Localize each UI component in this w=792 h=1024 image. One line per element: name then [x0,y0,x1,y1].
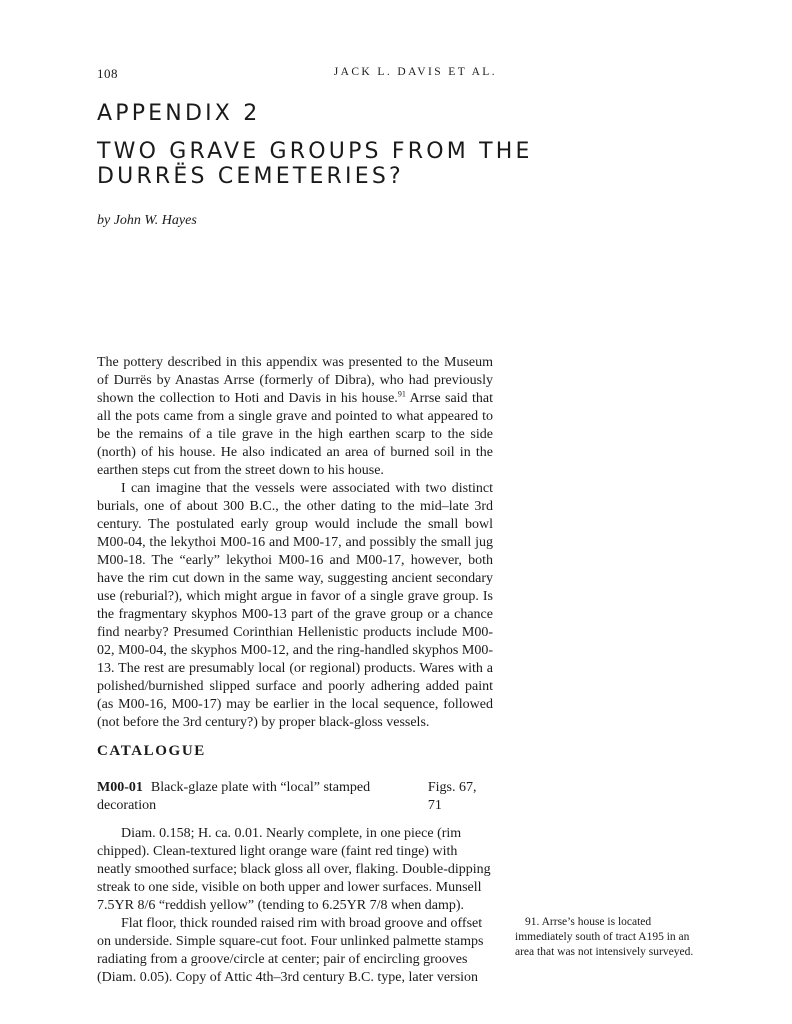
body-paragraph-1 [97,354,493,480]
catalogue-entry-discussion [97,915,493,987]
running-head: JACK L. DAVIS ET AL. [333,66,497,78]
body-text [97,354,493,732]
catalogue-entry-discussion-part-b: type, later version [373,970,479,985]
catalogue-entry-header [97,779,493,815]
body-paragraph-1-part-b: Arrse said that all the pots came from a single grave and pointed to what appeared to be the remains of a tile grave in the high earthen scarp to the side (north) of his house. He also indicated an area of burned soil in the earthen steps cut from the street down to his house. [97,391,493,478]
appendix-title-line2: DURRËS CEMETERIES? [97,164,404,189]
catalogue-entry-discussion-part-a: Flat floor, thick rounded raised rim with broad groove and offset on underside. Simple square-cut foot. Four unlinked palmette stamps radiating from a groove/circle at center; pair of encircling grooves (Diam. 0.05). Copy of Attic 4th–3rd century [97,916,484,985]
appendix-title-line1: TWO GRAVE GROUPS FROM THE [97,139,533,164]
catalogue-entry-discussion-era: B.C. [348,970,374,985]
catalogue-entry [97,779,493,987]
author-byline: by John W. Hayes [97,213,197,228]
catalogue-entry-id: M00-01 [97,780,143,795]
footnote-reference[interactable]: 91 [397,389,406,399]
appendix-label: APPENDIX 2 [97,101,261,126]
figure-reference[interactable]: Figs. 67, 71 [427,780,477,813]
body-paragraph-2: I can imagine that the vessels were associated with two distinct burials, one of about 300 B.C., the other dating to the mid–late 3rd century. The postulated early group would include the small bowl M00-04, the lekythoi M00-16 and M00-17, and possibly the small jug M00-18. The “early” lekythoi M00-16 and M00-17, however, both have the rim cut down in the same way, suggesting ancient secondary use (reburial?), which might argue in favor of a single grave group. Is the fragmentary skyphos M00-13 part of the grave group or a chance find nearby? Presumed Corinthian Hellenistic products include M00-02, M00-04, the skyphos M00-12, and the ring-handled skyphos M00-13. The rest are presumably local (or regional) products. Wares with a polished/burnished slipped surface and poorly adhering added paint (as M00-16, M00-17) may be earlier in the local sequence, followed (not before the 3rd century?) by proper black-gloss vessels. [97,481,493,730]
page-number: 108 [97,66,118,81]
catalogue-entry-title: Black-glaze plate with “local” stamped decoration [97,780,371,813]
catalogue-entry-description: Diam. 0.158; H. ca. 0.01. Nearly complete, in one piece (rim chipped). Clean-textured light orange ware (faint red tinge) with neatly smoothed surface; black gloss all over, flaking. Double-dipping streak to one side, visible on both upper and lower surfaces. Munsell 7.5YR 8/6 “reddish yellow” (tending to 6.25YR 7/8 when damp). [97,826,491,913]
body-paragraph-1-part-a: The pottery described in this appendix was presented to the Museum of Durrës by Anastas Arrse (formerly of Dibra), who had previously shown the collection to Hoti and Davis in his house. [97,355,493,406]
catalogue-heading: CATALOGUE [97,743,206,759]
appendix-title [97,139,557,189]
footnote-text: 91. Arrse’s house is located immediately south of tract A195 in an area that was not intensively surveyed. [515,916,694,958]
footnote [515,915,700,960]
catalogue-entry-body [97,825,493,987]
